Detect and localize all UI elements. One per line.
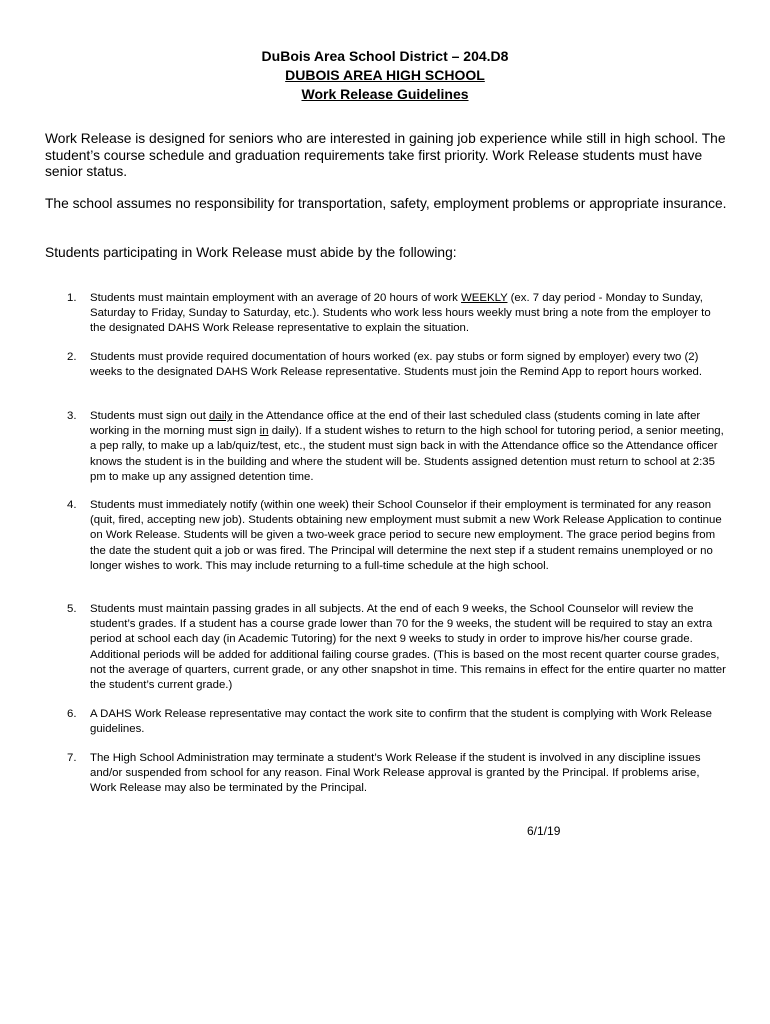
- intro-paragraph-liability: The school assumes no responsibility for transportation, safety, employment problems or appropriate insurance.: [45, 196, 727, 211]
- rule-text: [90, 291, 726, 337]
- district-heading: DuBois Area School District – 204.D8: [261, 48, 509, 64]
- rule-text-part: Students must sign out: [90, 410, 210, 422]
- rule-text: Students must provide required documentation of hours worked (ex. pay stubs or form signed by employer) every two (2) weeks to the designated DAHS Work Release representative. Students must join the Remind App to report hours worked.: [90, 351, 703, 379]
- document-title: Work Release Guidelines: [301, 86, 469, 102]
- rule-text-part: (ex. 7 day period - Monday to Sunday, Saturday to Friday, Sunday to Saturday, etc.). Students who work less hours weekly must bring a note from the employer to the designated DAHS Work Release representative to explain the situation.: [90, 292, 711, 335]
- rule-text: Students must immediately notify (within one week) their School Counselor if their employment is terminated for any reason (quit, fired, accepting new job). Students obtaining new employment must submit a new Work Release Application to continue on Work Release. Students will be given a two-week grace period to secure new employment. The grace period begins from the date the student quit a job or was fired. The Principal will determine the next step if a student remains unemployed or no longer wishes to work. This may include returning to a full-time schedule at the high school.: [90, 499, 722, 572]
- rule-number: 4.: [67, 499, 77, 511]
- underlined-term: in: [259, 425, 269, 438]
- rule-number: 6.: [67, 708, 77, 720]
- rule-number: 3.: [67, 410, 77, 422]
- rule-text: [90, 409, 726, 485]
- rule-number: 5.: [67, 603, 77, 615]
- rule-text-part: in the Attendance office at the end of their last scheduled class (students coming in late after working in the morning must sign: [90, 410, 701, 438]
- document-header: [0, 47, 770, 104]
- rule-text: The High School Administration may terminate a student’s Work Release if the student is involved in any discipline issues and/or suspended from school for any reason. Final Work Release approval is granted by the Principal. If problems arise, Work Release may also be terminated by the Principal.: [90, 752, 701, 795]
- intro-paragraph-rules-lead: Students participating in Work Release must abide by the following:: [45, 245, 457, 260]
- rule-text: Students must maintain passing grades in all subjects. At the end of each 9 weeks, the School Counselor will review the student’s grades. If a student has a course grade lower than 70 for the 9 weeks, the student will be required to stay an extra period at school each day (in Academic Tutoring) for the next 9 weeks to study in order to improve his/her course grade. Additional periods will be added for additional failing course grades. (This is based on the most recent quarter course grades, not the average of quarters, current grade, or any other snapshot in time. This remains in effect for the entire quarter no matter the student’s current grade.): [90, 603, 726, 692]
- rule-text-part: Students must maintain employment with an average of 20 hours of work: [90, 292, 462, 304]
- underlined-term: daily: [209, 410, 233, 422]
- intro-paragraph-purpose: Work Release is designed for seniors who are interested in gaining job experience while still in high school. The student’s course schedule and graduation requirements take first priority. Work Release students must have senior status.: [45, 131, 726, 179]
- rule-text: A DAHS Work Release representative may contact the work site to confirm that the student is complying with Work Release guidelines.: [90, 708, 712, 736]
- rule-number: 2.: [67, 351, 77, 363]
- rule-text-part: daily). If a student wishes to return to the high school for tutoring period, a senior meeting, a pep rally, to make up a lab/quiz/test, etc., the student must sign back in with the Attendance office so the Attendance officer knows the student is in the building and where the student will be. Students assigned detention must return to school at 2:35 pm to make up any assigned detention time.: [90, 425, 724, 483]
- underlined-term: WEEKLY: [461, 292, 508, 304]
- rule-number: 7.: [67, 752, 77, 764]
- rule-number: 1.: [67, 292, 77, 304]
- school-heading: DUBOIS AREA HIGH SCHOOL: [285, 67, 485, 83]
- document-date: 6/1/19: [527, 824, 561, 838]
